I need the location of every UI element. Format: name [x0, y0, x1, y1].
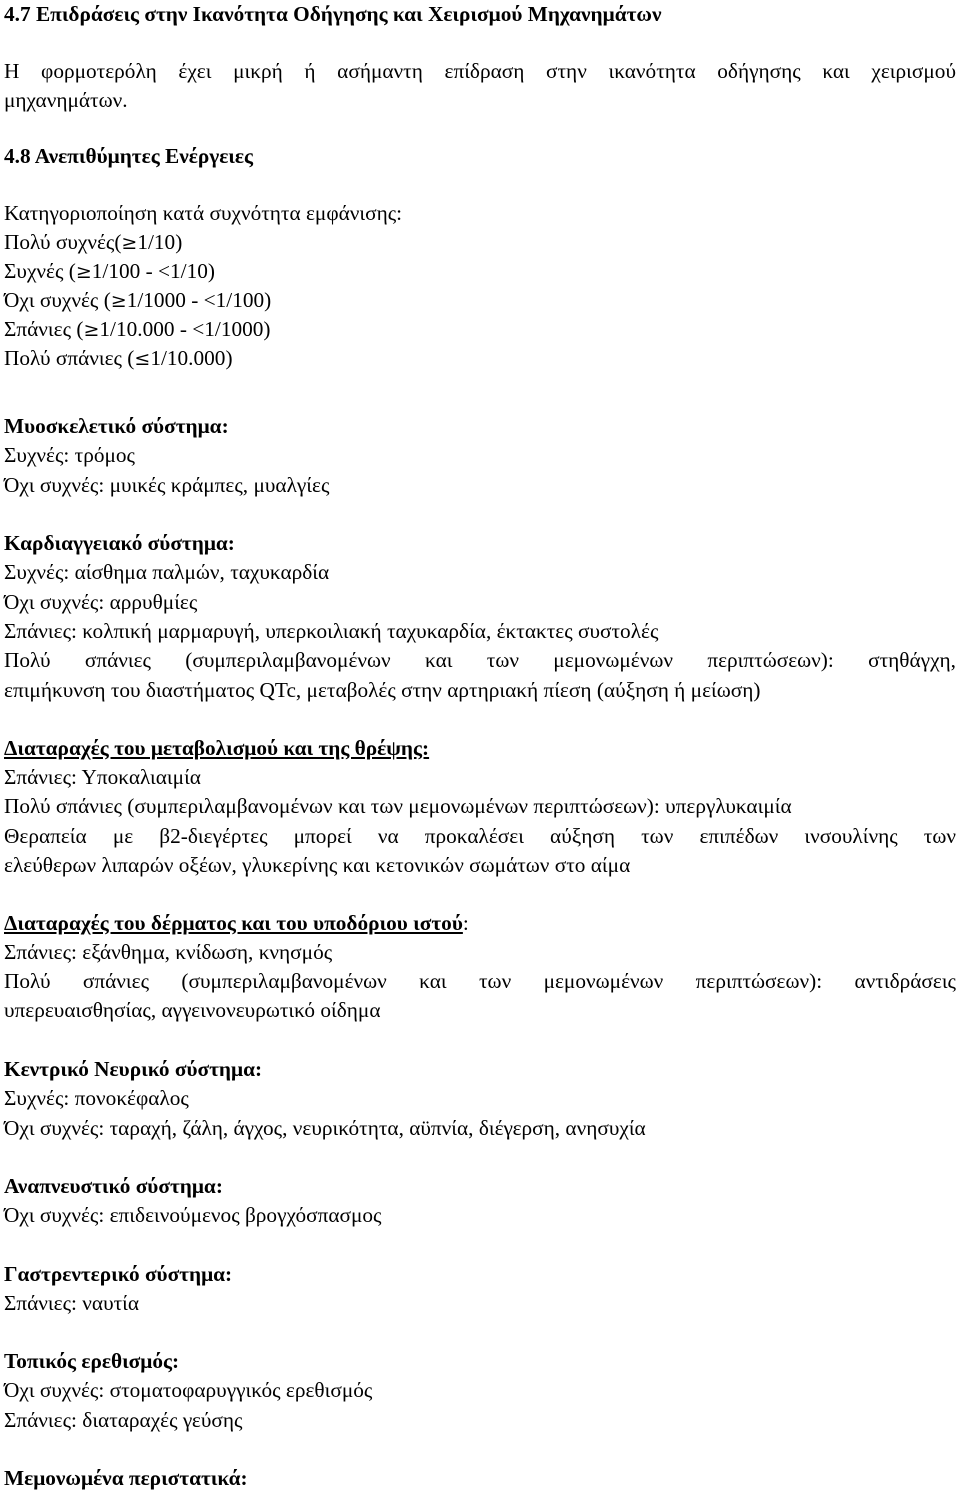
- frequency-label: Πολύ σπάνιες (: [4, 346, 135, 370]
- respiratory-uncommon: Όχι συχνές: επιδεινούμενος βρογχόσπασμος: [4, 1203, 382, 1227]
- skin-title-colon: :: [462, 911, 469, 935]
- frequency-range: 1/10.000 - <1/1000): [99, 317, 271, 341]
- frequency-label: Σπάνιες (: [4, 317, 84, 341]
- local-uncommon: Όχι συχνές: στοματοφαρυγγικός ερεθισμός: [4, 1378, 373, 1402]
- local-rare: Σπάνιες: διαταραχές γεύσης: [4, 1408, 243, 1432]
- frequency-range: 1/1000 - <1/100): [126, 288, 272, 312]
- frequency-range: 1/100 - <1/10): [91, 259, 215, 283]
- isolated-cases-title: Μεμονωμένα περιστατικά:: [4, 1466, 248, 1490]
- musculoskeletal-uncommon: Όχι συχνές: μυικές κράμπες, μυαλγίες: [4, 473, 330, 497]
- metabolism-title: Διαταραχές του μεταβολισμού και της θρέψης:: [4, 736, 430, 760]
- metabolism-rare: Σπάνιες: Υποκαλιαιμία: [4, 765, 201, 789]
- section-4-7-text-line-1: Η φορμοτερόλη έχει μικρή ή ασήμαντη επίδραση στην ικανότητα οδήγησης και χειρισμού: [4, 59, 956, 83]
- greater-equal-symbol: ≥: [121, 232, 138, 254]
- skin-very-rare-line-2: υπερευαισθησίας, αγγεινονευρωτικό οίδημα: [4, 998, 381, 1022]
- frequency-label: Πολύ συχνές(: [4, 230, 122, 254]
- frequency-classification-intro: Κατηγοριοποίηση κατά συχνότητα εμφάνισης:: [4, 201, 403, 225]
- cardiovascular-rare: Σπάνιες: κολπική μαρμαρυγή, υπερκοιλιακή ταχυκαρδία, έκτακτες συστολές: [4, 619, 659, 643]
- frequency-range: 1/10): [137, 230, 183, 254]
- cns-title: Κεντρικό Νευρικό σύστημα:: [4, 1057, 263, 1081]
- greater-equal-symbol: ≥: [83, 319, 100, 341]
- gastro-rare: Σπάνιες: ναυτία: [4, 1291, 140, 1315]
- skin-title: [4, 909, 956, 938]
- frequency-common: [4, 257, 956, 287]
- metabolism-very-rare: Πολύ σπάνιες (συμπεριλαμβανομένων και των μεμονωμένων περιπτώσεων): υπεργλυκαιμία: [4, 794, 792, 818]
- section-4-7-heading: 4.7 Επιδράσεις στην Ικανότητα Οδήγησης και Χειρισμού Μηχανημάτων: [4, 2, 662, 26]
- cardiovascular-very-rare-line-1: Πολύ σπάνιες (συμπεριλαμβανομένων και των μεμονωμένων περιπτώσεων): στηθάγχη,: [4, 648, 956, 672]
- cns-uncommon: Όχι συχνές: ταραχή, ζάλη, άγχος, νευρικότητα, αϋπνία, διέγερση, ανησυχία: [4, 1116, 646, 1140]
- frequency-uncommon: [4, 286, 956, 316]
- metabolism-note-line-2: ελεύθερων λιπαρών οξέων, γλυκερίνης και κετονικών σωμάτων στο αίμα: [4, 853, 631, 877]
- frequency-range: 1/10.000): [150, 346, 233, 370]
- metabolism-note-line-1: Θεραπεία με β2-διεγέρτες μπορεί να προκαλέσει αύξηση των επιπέδων ινσουλίνης των: [4, 824, 956, 848]
- less-equal-symbol: ≤: [134, 348, 151, 370]
- section-4-7-text-line-2: μηχανημάτων.: [4, 88, 128, 112]
- musculoskeletal-title: Μυοσκελετικό σύστημα:: [4, 414, 229, 438]
- frequency-very-rare: [4, 344, 956, 374]
- frequency-label: Όχι συχνές (: [4, 288, 111, 312]
- frequency-very-common: [4, 228, 956, 258]
- local-title: Τοπικός ερεθισμός:: [4, 1349, 180, 1373]
- skin-rare: Σπάνιες: εξάνθημα, κνίδωση, κνησμός: [4, 940, 333, 964]
- greater-equal-symbol: ≥: [75, 261, 92, 283]
- cardiovascular-very-rare-line-2: επιμήκυνση του διαστήματος QTc, μεταβολές στην αρτηριακή πίεση (αύξηση ή μείωση): [4, 678, 761, 702]
- greater-equal-symbol: ≥: [110, 290, 127, 312]
- cardiovascular-uncommon: Όχι συχνές: αρρυθμίες: [4, 590, 198, 614]
- section-4-8-heading: 4.8 Ανεπιθύμητες Ενέργειες: [4, 144, 253, 168]
- respiratory-title: Αναπνευστικό σύστημα:: [4, 1174, 223, 1198]
- skin-title-text: Διαταραχές του δέρματος και του υποδόριου ιστού: [4, 911, 463, 935]
- cns-common: Συχνές: πονοκέφαλος: [4, 1086, 189, 1110]
- gastro-title: Γαστρεντερικό σύστημα:: [4, 1262, 233, 1286]
- skin-very-rare-line-1: Πολύ σπάνιες (συμπεριλαμβανομένων και των μεμονωμένων περιπτώσεων): αντιδράσεις: [4, 969, 956, 993]
- frequency-rare: [4, 315, 956, 345]
- musculoskeletal-common: Συχνές: τρόμος: [4, 443, 135, 467]
- cardiovascular-common: Συχνές: αίσθημα παλμών, ταχυκαρδία: [4, 560, 330, 584]
- frequency-label: Συχνές (: [4, 259, 76, 283]
- cardiovascular-title: Καρδιαγγειακό σύστημα:: [4, 531, 235, 555]
